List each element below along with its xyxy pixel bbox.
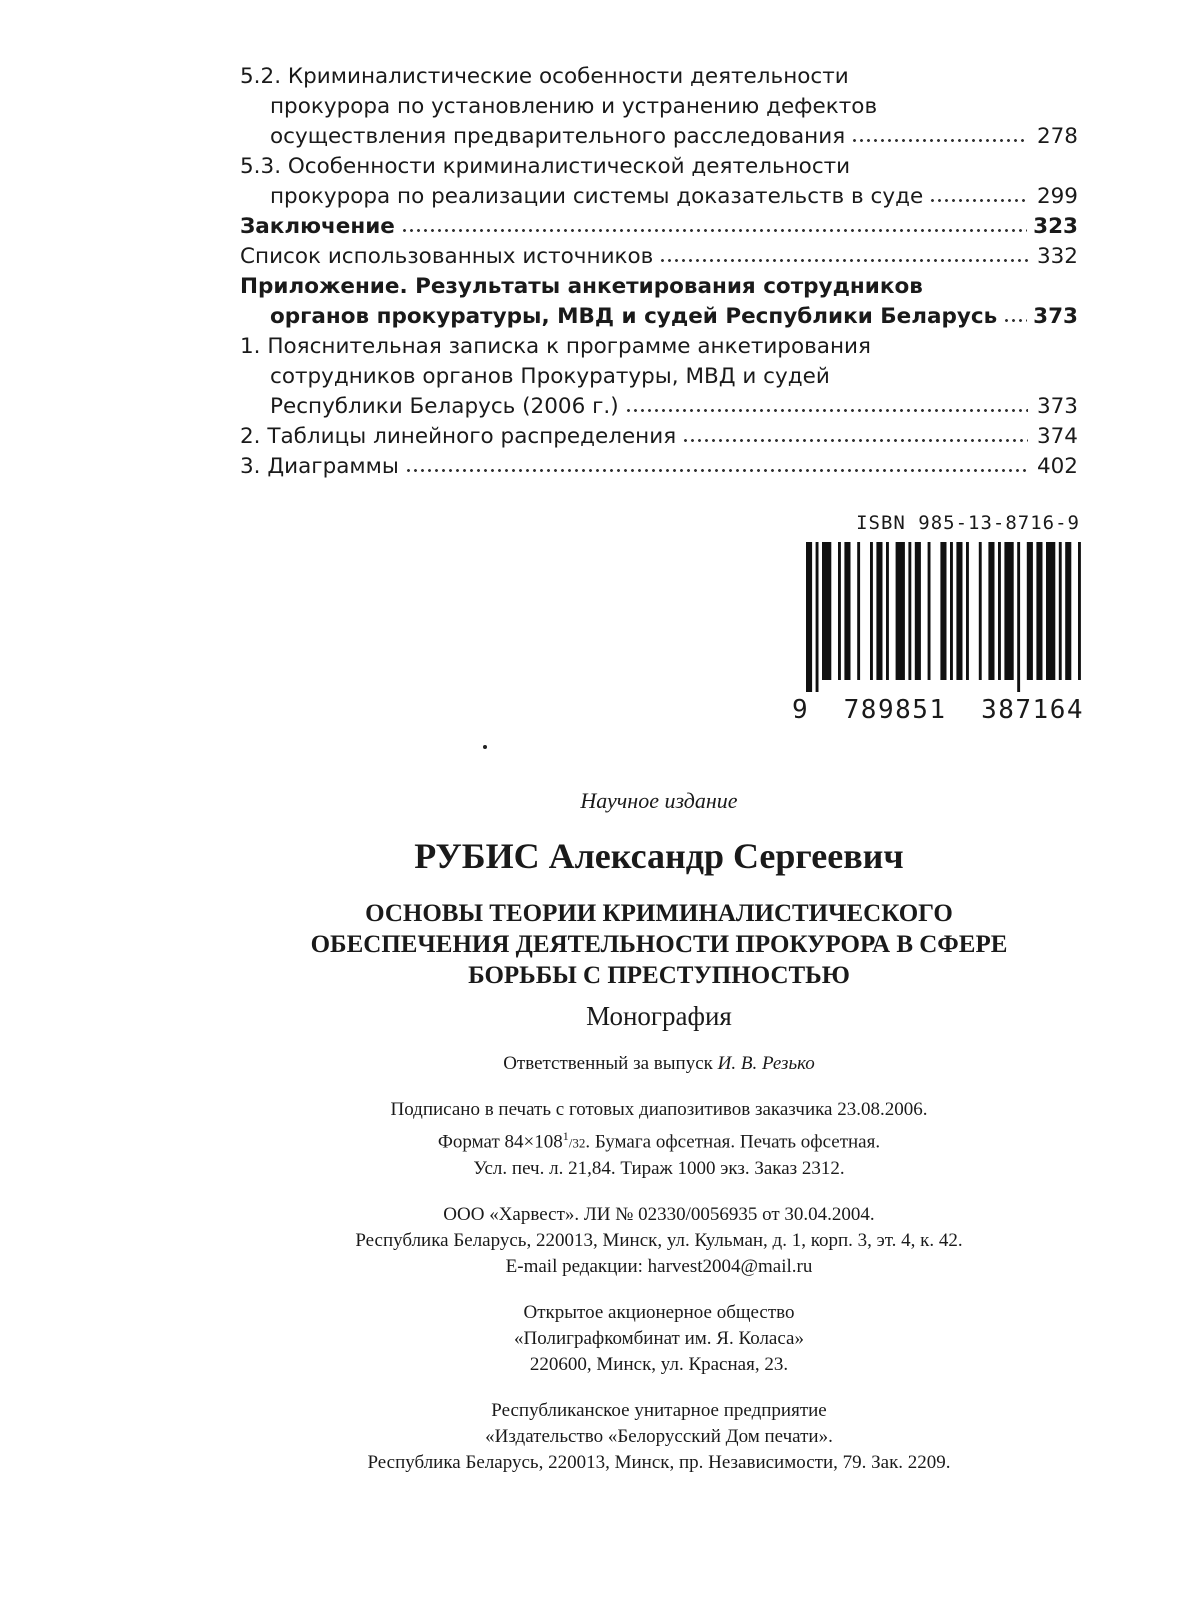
toc-entry [240,62,1078,152]
barcode-bar [1017,542,1020,692]
printer-line: «Полиграфкомбинат им. Я. Коласа» [514,1328,804,1350]
toc-entry-text: Заключение [240,214,395,239]
distributor-line: «Издательство «Белорусский Дом печати». [485,1426,833,1448]
barcode-bar [1036,542,1042,680]
toc-dot-leader [1003,303,1027,323]
toc-page-number: 332 [1036,244,1078,269]
barcode-bar [844,542,850,680]
book-title-line: ОБЕСПЕЧЕНИЯ ДЕЯТЕЛЬНОСТИ ПРОКУРОРА В СФЕРЕ [310,931,1008,958]
barcode-bar [915,542,921,680]
table-of-contents [240,62,1078,482]
publisher-address: Республика Беларусь, 220013, Минск, ул. Кульман, д. 1, корп. 3, эт. 4, к. 42. [355,1230,963,1252]
toc-page-number: 323 [1033,214,1078,239]
toc-entry-text: Список использованных источников [240,244,654,269]
barcode-bar [979,542,982,680]
toc-entry-text: Республики Беларусь (2006 г.) [270,394,619,419]
toc-entry-text: прокурора по реализации системы доказательств в суде [270,184,924,209]
printer-info [240,1300,1078,1378]
toc-entry-text: органов прокуратуры, МВД и судей Республики Беларусь [270,304,998,329]
toc-entry-text: осуществления предварительного расследования [270,124,846,149]
toc-line [240,272,1078,302]
toc-entry-text: 1. Пояснительная записка к программе анкетирования [240,334,871,359]
barcode-bar [1059,542,1062,680]
barcode-bar [940,542,946,680]
publication-type: Научное издание [580,788,738,813]
toc-dot-leader [682,423,1028,443]
printer-line: 220600, Минск, ул. Красная, 23. [529,1354,789,1376]
toc-page-number: 373 [1036,394,1078,419]
toc-page-number: 278 [1036,124,1078,149]
toc-page-number: 374 [1036,424,1078,449]
toc-entry-text: 5.2. Криминалистические особенности деятельности [240,64,849,89]
toc-entry [240,242,1078,272]
toc-entry-text: 5.3. Особенности криминалистической деятельности [240,154,851,179]
barcode-bar [998,542,1001,680]
distributor-line: Республика Беларусь, 220013, Минск, пр. Независимости, 79. Зак. 2209. [367,1452,951,1474]
editor-name: И. В. Резько [717,1053,815,1074]
barcode-digit-group-right: 387164 [981,695,1084,725]
author-name: РУБИС Александр Сергеевич [414,836,904,876]
toc-dot-leader [401,213,1027,233]
barcode-bar [1065,542,1071,680]
toc-line [240,152,1078,182]
toc-entry-text: 3. Диаграммы [240,454,399,479]
toc-entry [240,152,1078,212]
barcode-digit-group-left: 789851 [843,695,947,725]
barcode-bar [956,542,962,680]
toc-line [240,242,1078,272]
barcode-bar [1027,542,1033,680]
format-line [240,1123,1078,1156]
isbn-barcode [788,542,1088,692]
barcode-digit-prefix: 9 [792,695,810,725]
format-prefix: Формат 84×108 [437,1131,563,1153]
toc-dot-leader [929,183,1028,203]
barcode-bar [870,542,873,680]
barcode-bar [1078,542,1081,680]
barcode-bar [816,542,819,692]
toc-line [240,422,1078,452]
toc-dot-leader [405,453,1028,473]
print-speck [483,745,487,749]
toc-entry-text: сотрудников органов Прокуратуры, МВД и судей [270,364,830,389]
barcode-bar [1004,542,1013,680]
print-details-line: Подписано в печать с готовых диапозитивов заказчика 23.08.2006. [390,1099,928,1120]
toc-entry-text: прокурора по установлению и устранению дефектов [270,94,878,119]
toc-line [240,362,1078,392]
print-details [240,1097,1078,1182]
barcode-bar [857,542,860,680]
toc-page-number: 373 [1033,304,1078,329]
toc-entry [240,422,1078,452]
toc-line [240,392,1078,422]
distributor-line: Республиканское унитарное предприятие [491,1400,827,1422]
barcode-bar [1046,542,1055,680]
toc-entry [240,452,1078,482]
toc-dot-leader [625,393,1028,413]
toc-entry-text: Приложение. Результаты анкетирования сотрудников [240,274,923,299]
barcode-bar [838,542,841,680]
barcode-bar [806,542,812,692]
toc-dot-leader [659,243,1028,263]
imprint-section [240,786,1078,1476]
book-title-line: БОРЬБЫ С ПРЕСТУПНОСТЬЮ [468,962,850,989]
toc-line [240,332,1078,362]
toc-dot-leader [851,123,1028,143]
toc-entry-text: 2. Таблицы линейного распределения [240,424,677,449]
isbn-number: ISBN 985-13-8716-9 [856,512,1080,534]
printer-line: Открытое акционерное общество [523,1302,795,1324]
toc-page-number: 299 [1036,184,1078,209]
barcode-bar [896,542,905,680]
print-details-line: Усл. печ. л. 21,84. Тираж 1000 экз. Заказ 2312. [473,1158,845,1180]
toc-line [240,92,1078,122]
toc-line [240,212,1078,242]
toc-line [240,62,1078,92]
format-denominator: /32 [568,1135,586,1151]
barcode-bar [886,542,889,680]
distributor-info [240,1398,1078,1476]
toc-line [240,302,1078,332]
format-suffix: . Бумага офсетная. Печать офсетная. [585,1131,881,1153]
publisher-info [240,1202,1078,1280]
book-genre: Монография [586,1001,732,1031]
barcode-bar [908,542,911,680]
responsible-editor [240,1051,1078,1077]
format-numerator: 1 [562,1129,569,1143]
publisher-email: E-mail редакции: harvest2004@mail.ru [505,1256,813,1278]
book-title-line: ОСНОВЫ ТЕОРИИ КРИМИНАЛИСТИЧЕСКОГО [365,900,953,927]
barcode-bar [950,542,953,680]
barcode-bar [928,542,931,680]
toc-line [240,452,1078,482]
barcode-bar [876,542,882,680]
toc-entry [240,212,1078,242]
book-title [240,898,1078,991]
barcode-bar [966,542,969,680]
editor-label: Ответственный за выпуск [503,1053,713,1074]
publisher-line: ООО «Харвест». ЛИ № 02330/0056935 от 30.04.2004. [443,1204,875,1226]
toc-entry [240,272,1078,332]
toc-entry [240,332,1078,422]
toc-line [240,122,1078,152]
barcode-bar [822,542,831,680]
toc-line [240,182,1078,212]
toc-page-number: 402 [1036,454,1078,479]
barcode-digits [792,695,1084,725]
barcode-bar [988,542,994,680]
